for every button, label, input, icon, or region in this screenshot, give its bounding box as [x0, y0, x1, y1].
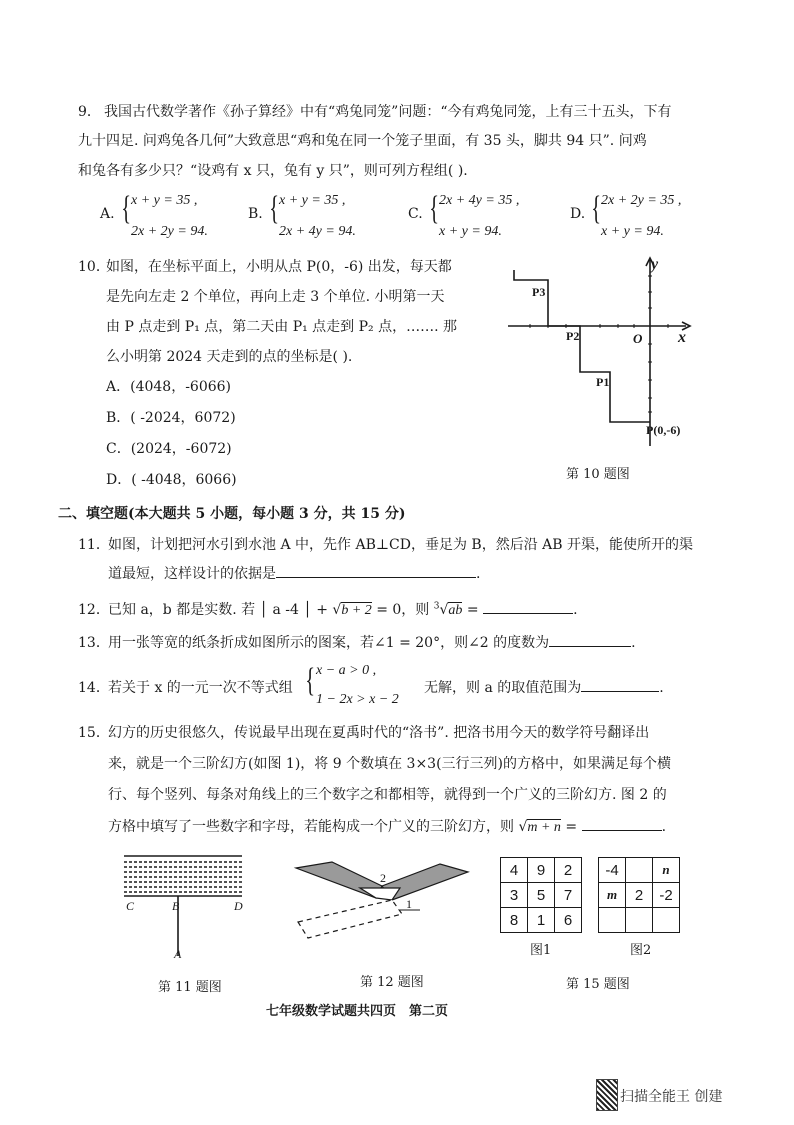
brace-icon: { [591, 190, 602, 227]
q12-number: 12． [78, 602, 110, 618]
q13-answer-blank[interactable] [549, 634, 631, 647]
q9-line1: 我国古代数学著作《孙子算经》中有“鸡兔同笼”问题：“今有鸡兔同笼，上有三十五头，下有 [104, 104, 672, 120]
q10-caption: 第 10 题图 [566, 467, 630, 482]
grid-cell: 4 [501, 858, 528, 883]
grid-cell: 8 [501, 908, 528, 933]
q9-line3: 和兔各有多少只？“设鸡有 x 只，兔有 y 只”，则可列方程组( ). [78, 163, 468, 179]
grid-cell: -2 [653, 883, 680, 908]
fig11-figure [118, 850, 248, 962]
grid-cell: 1 [528, 908, 555, 933]
label-d: D [234, 899, 243, 913]
q10-line1: 如图，在坐标平面上，小明从点 P(0，-6) 出发，每天都 [106, 259, 452, 275]
equation: x + y = 35 , [131, 193, 198, 208]
fig15-caption: 第 15 题图 [566, 977, 630, 992]
q13-end: . [631, 635, 636, 651]
q13-line [108, 632, 636, 652]
grid-cell [626, 908, 653, 933]
p3-label: P3 [532, 285, 546, 299]
river-hatching-icon [124, 862, 242, 892]
grid-cell [599, 908, 626, 933]
q14-text-b: 无解，则 a 的取值范围为 [424, 680, 582, 696]
q10-line2: 是先向左走 2 个单位，再向上走 3 个单位. 小明第一天 [106, 289, 445, 305]
q12-cbrt-index: 3 [433, 601, 440, 612]
p1-label: P1 [596, 375, 610, 389]
q14-inequality-2: 1 − 2x > x − 2 [316, 692, 399, 707]
option-label: A. [100, 206, 115, 222]
section2-heading: 二、填空题(本大题共 5 小题，每小题 3 分，共 15 分) [58, 506, 406, 522]
q15-line3: 行、每个竖列、每条对角线上的三个数字之和都相等，就得到一个广义的三阶幻方. 图 2 的 [108, 787, 667, 803]
q14-answer-blank[interactable] [581, 679, 659, 692]
brace-icon: { [269, 190, 280, 227]
fig15-label-1: 图1 [530, 943, 552, 958]
origin-label: O [633, 331, 643, 346]
page-footer: 七年级数学试题共四页 第二页 [266, 1004, 449, 1019]
option-label: C. [408, 206, 423, 222]
grid-cell: n [653, 858, 680, 883]
grid-cell: 2 [626, 883, 653, 908]
q15-line2: 来，就是一个三阶幻方(如图 1)，将 9 个数填在 3×3(三行三列)的方格中，如果满足每个横 [108, 756, 672, 772]
label-b: B [172, 899, 180, 913]
brace-icon: { [429, 190, 440, 227]
q11-end: . [476, 566, 481, 582]
cbrt-icon: √ [439, 602, 449, 618]
grid-cell: 3 [501, 883, 528, 908]
q15-number: 15． [78, 725, 110, 741]
q12-end: . [573, 602, 578, 618]
label-a: A [174, 947, 182, 961]
magic-square-1 [500, 857, 582, 933]
label-c: C [126, 899, 135, 913]
q11-answer-blank[interactable] [276, 565, 476, 578]
q12-sqrt-content: b + 2 [341, 603, 372, 618]
angle-2-label: 2 [380, 871, 386, 885]
equation: 2x + 4y = 94. [279, 224, 356, 239]
q9-line2: 九十四足. 问鸡兔各几何”大致意思“鸡和兔在同一个笼子里面，有 35 头，脚共 94 只”. 问鸡 [78, 133, 647, 149]
q11-number: 11． [78, 537, 110, 553]
q12-text-a: 已知 a，b 都是实数. 若 │ a -4 │ + [108, 602, 333, 618]
equation: x + y = 94. [601, 224, 664, 239]
q15-line1: 幻方的历史很悠久，传说最早出现在夏禹时代的“洛书”. 把洛书用今天的数学符号翻译出 [108, 725, 650, 741]
q15-answer-blank[interactable] [582, 818, 662, 831]
grid-cell: 6 [555, 908, 582, 933]
q10-option-c: C．(2024，-6072) [106, 441, 232, 457]
p-label: P(0,-6) [646, 423, 681, 437]
fig11-caption: 第 11 题图 [158, 980, 222, 995]
q13-number: 13． [78, 635, 110, 651]
equation: x + y = 94. [439, 224, 502, 239]
option-label: B. [248, 206, 263, 222]
brace-icon: { [305, 662, 316, 699]
q14-line-end [424, 677, 664, 697]
brace-icon: { [121, 190, 132, 227]
q10-figure [500, 252, 700, 452]
q11-line2: 道最短，这样设计的依据是 [108, 566, 276, 582]
grid-cell [653, 908, 680, 933]
q12-text-c: = [462, 602, 484, 618]
equation: 2x + 2y = 35 , [601, 193, 682, 208]
grid-cell: 9 [528, 858, 555, 883]
q12-line [108, 599, 578, 619]
q12-cbrt-content: ab [448, 603, 463, 618]
scanner-watermark: 扫描全能王 创建 [620, 1089, 723, 1105]
equation: 2x + 2y = 94. [131, 224, 208, 239]
grid-cell [626, 858, 653, 883]
option-label: D. [570, 206, 586, 222]
q14-inequality-1: x − a > 0 , [316, 663, 377, 678]
magic-square-2 [598, 857, 680, 933]
q11-line1: 如图，计划把河水引到水池 A 中，先作 AB⊥CD，垂足为 B，然后沿 AB 开渠，能使所开的渠 [108, 537, 693, 553]
equation: 2x + 4y = 35 , [439, 193, 520, 208]
x-axis-label: x [678, 329, 686, 346]
q15-line4-a: 方格中填写了一些数字和字母，若能构成一个广义的三阶幻方，则 [108, 819, 519, 835]
q15-sqrt-content: m + n [527, 820, 561, 835]
q15-line4 [108, 816, 666, 836]
angle-1-label: 1 [406, 897, 412, 911]
sqrt-icon: √ [332, 602, 342, 618]
equation: x + y = 35 , [279, 193, 346, 208]
grid-cell: -4 [599, 858, 626, 883]
q14-end: . [659, 680, 664, 696]
fig12-caption: 第 12 题图 [360, 975, 424, 990]
fig15-label-2: 图2 [630, 943, 652, 958]
y-axis-label: y [651, 256, 659, 273]
q10-number: 10． [78, 259, 110, 275]
q10-line4: 么小明第 2024 天走到的点的坐标是( ). [106, 349, 353, 365]
grid-cell: 5 [528, 883, 555, 908]
q14-number: 14． [78, 680, 110, 696]
p2-label: P2 [566, 329, 580, 343]
q12-text-b: = 0，则 [371, 602, 434, 618]
paper-strip-dashed [298, 900, 402, 938]
q15-end: . [661, 819, 667, 835]
q10-line3: 由 P 点走到 P₁ 点，第二天由 P₁ 点走到 P₂ 点，……. 那 [106, 319, 458, 335]
q10-option-d: D．( -4048，6066) [106, 472, 237, 488]
q11-line2-wrap [108, 563, 480, 583]
q9-number: 9． [78, 104, 101, 120]
grid-cell: m [599, 883, 626, 908]
q10-option-b: B．( -2024，6072) [106, 410, 236, 426]
q15-line4-b: = [560, 819, 582, 835]
q13-text: 用一张等宽的纸条折成如图所示的图案，若∠1 = 20°，则∠2 的度数为 [108, 635, 550, 651]
grid-cell: 2 [555, 858, 582, 883]
sqrt-icon: √ [518, 819, 528, 835]
qr-code-icon [596, 1079, 618, 1111]
grid-cell: 7 [555, 883, 582, 908]
fig12-figure [292, 858, 474, 948]
q10-option-a: A．(4048，-6066) [106, 379, 232, 395]
q14-text-a: 若关于 x 的一元一次不等式组 [108, 680, 293, 696]
q12-answer-blank[interactable] [483, 601, 573, 614]
